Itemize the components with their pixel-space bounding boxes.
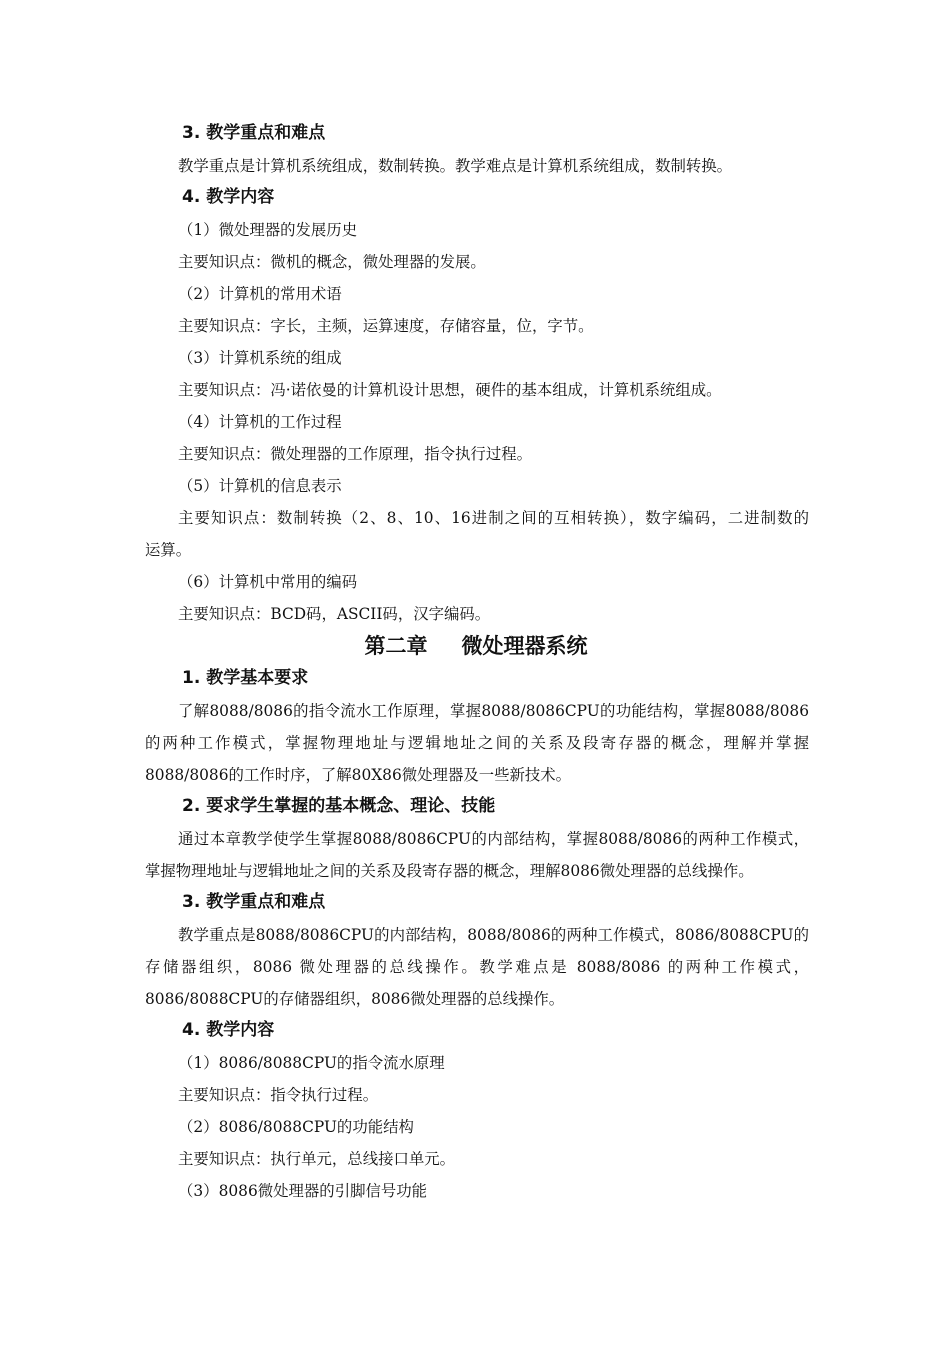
section-heading-key-points: 3. 教学重点和难点 — [182, 892, 326, 912]
chapter-number: 第二章 — [364, 634, 428, 658]
content-item-point: 主要知识点：数制转换（2、8、10、16进制之间的互相转换），数字编码，二进制数的 — [178, 509, 809, 527]
content-item-title: （1）8086/8088CPU的指令流水原理 — [178, 1054, 445, 1072]
content-item-point: 主要知识点：指令执行过程。 — [178, 1086, 379, 1104]
content-item-point: 主要知识点：执行单元，总线接口单元。 — [178, 1150, 456, 1168]
section-heading-requirements: 1. 教学基本要求 — [182, 668, 309, 688]
content-item-point: 主要知识点：BCD码，ASCII码，汉字编码。 — [178, 605, 491, 623]
section-heading-content: 4. 教学内容 — [182, 187, 275, 207]
paragraph-line: 存储器组织，8086 微处理器的总线操作。教学难点是 8088/8086 的两种工作模式， — [145, 958, 809, 976]
section-heading-key-points: 3. 教学重点和难点 — [182, 123, 326, 143]
content-item-point: 主要知识点：冯·诺依曼的计算机设计思想，硬件的基本组成，计算机系统组成。 — [178, 381, 722, 399]
content-item-title: （6）计算机中常用的编码 — [178, 573, 358, 591]
content-item-point: 主要知识点：微处理器的工作原理，指令执行过程。 — [178, 445, 532, 463]
content-item-title: （3）计算机系统的组成 — [178, 349, 342, 367]
content-item-title: （5）计算机的信息表示 — [178, 477, 342, 495]
content-item-point: 主要知识点：微机的概念，微处理器的发展。 — [178, 253, 486, 271]
paragraph-line: 8088/8086的工作时序，了解80X86微处理器及一些新技术。 — [145, 766, 572, 784]
section-heading-content: 4. 教学内容 — [182, 1020, 275, 1040]
paragraph-line: 掌握物理地址与逻辑地址之间的关系及段寄存器的概念，理解8086微处理器的总线操作。 — [145, 862, 754, 880]
chapter-title — [0, 632, 952, 660]
section-heading-concepts: 2. 要求学生掌握的基本概念、理论、技能 — [182, 796, 496, 816]
paragraph-line: 8086/8088CPU的存储器组织，8086微处理器的总线操作。 — [145, 990, 565, 1008]
content-item-title: （1）微处理器的发展历史 — [178, 221, 358, 239]
content-item-title: （2）计算机的常用术语 — [178, 285, 342, 303]
chapter-name: 微处理器系统 — [461, 634, 588, 658]
content-item-title: （3）8086微处理器的引脚信号功能 — [178, 1182, 428, 1200]
content-item-title: （2）8086/8088CPU的功能结构 — [178, 1118, 414, 1136]
content-item-point: 主要知识点：字长，主频，运算速度，存储容量，位，字节。 — [178, 317, 594, 335]
content-item-title: （4）计算机的工作过程 — [178, 413, 342, 431]
paragraph-key-points: 教学重点是计算机系统组成，数制转换。教学难点是计算机系统组成，数制转换。 — [178, 157, 733, 175]
paragraph-line: 了解8088/8086的指令流水工作原理，掌握8088/8086CPU的功能结构，掌握8088/8086 — [178, 702, 809, 720]
content-item-point-continued: 运算。 — [145, 541, 192, 559]
paragraph-line: 的两种工作模式，掌握物理地址与逻辑地址之间的关系及段寄存器的概念，理解并掌握 — [145, 734, 809, 752]
paragraph-line: 教学重点是8088/8086CPU的内部结构，8088/8086的两种工作模式，8086/8088CPU的 — [178, 926, 809, 944]
paragraph-line: 通过本章教学使学生掌握8088/8086CPU的内部结构，掌握8088/8086的两种工作模式， — [178, 830, 809, 848]
